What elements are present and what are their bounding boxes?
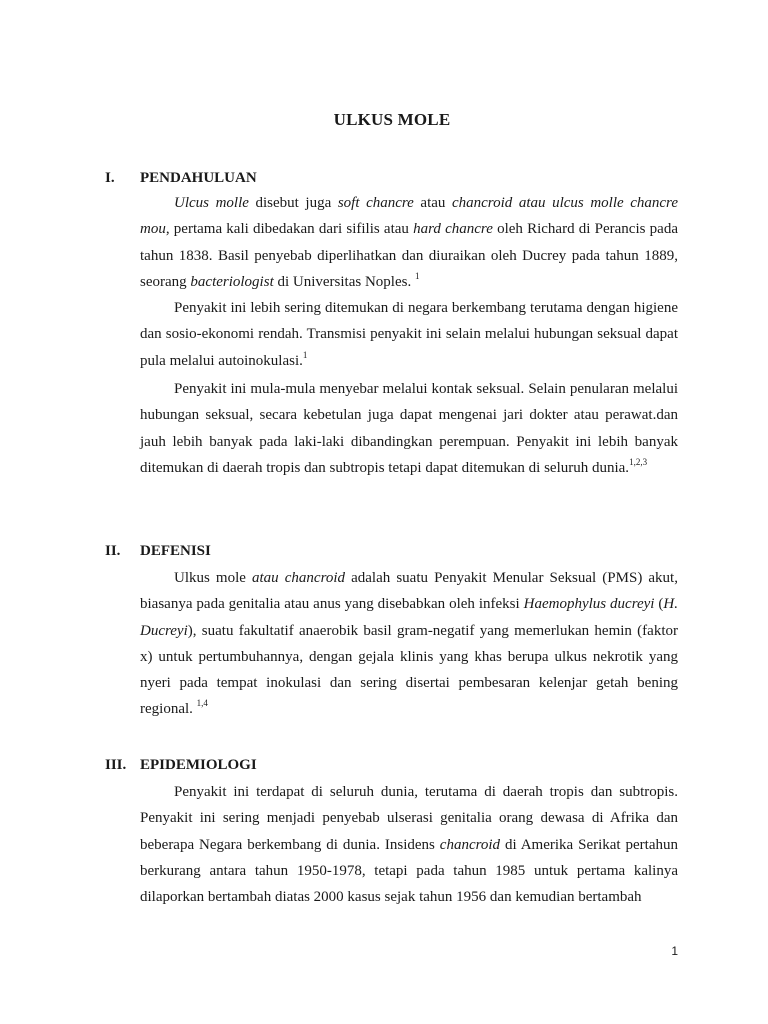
section-number: I.: [105, 170, 115, 186]
section-number: II.: [105, 543, 121, 559]
italic-term: atau chancroid: [252, 570, 346, 586]
section-title: DEFENISI: [140, 543, 211, 559]
citation-superscript: 1: [414, 270, 420, 281]
text-run: disebut juga: [248, 195, 338, 211]
section-title: PENDAHULUAN: [140, 170, 257, 186]
paragraph: [140, 565, 678, 723]
italic-term: Ulcus molle: [174, 195, 249, 211]
text-run: , pertama kali dibedakan dari sifilis atau: [165, 221, 414, 238]
italic-term: H. Ducreyi: [140, 596, 678, 639]
italic-term: hard chancre: [413, 221, 493, 238]
text-run: Penyakit ini mula-mula menyebar melalui kontak seksual. Selain penularan melalui hubungan seksual, secara kebetulan juga dapat mengenai jari dokter atau perawat.dan jauh lebih banyak pada laki-laki dibandingkan perempuan. Penyakit ini lebih banyak ditemukan di daerah tropis dan subtropis tetapi dapat ditemukan di seluruh dunia.: [140, 381, 678, 476]
section-title: EPIDEMIOLOGI: [140, 757, 257, 773]
paragraph: [140, 779, 678, 910]
text-run: adalah suatu Penyakit Menular Seksual (PMS) akut, biasanya pada genitalia atau anus yang disebabkan oleh infeksi: [140, 570, 678, 613]
citation-superscript: 1: [302, 349, 308, 360]
citation-superscript: 1,4: [196, 698, 208, 709]
text-run: Penyakit ini lebih sering ditemukan di negara berkembang terutama dengan higiene dan sosio-ekonomi rendah. Transmisi penyakit ini selain melalui hubungan seksual dapat pula melalui autoinokulasi.: [140, 300, 678, 369]
section-heading: [105, 757, 257, 774]
document-title: ULKUS MOLE: [333, 110, 451, 129]
text-run: (: [654, 596, 664, 613]
citation-superscript: 1,2,3: [629, 456, 648, 467]
text-run: di Universitas Noples.: [273, 273, 415, 290]
text-run: oleh Richard di Perancis pada tahun 1838. Basil penyebab diperlihatkan dan diuraikan oleh Ducrey pada tahun 1889, seorang: [140, 221, 678, 290]
page-number: 1: [671, 944, 678, 958]
text-run: Ulkus mole: [174, 570, 252, 586]
text-run: Penyakit ini terdapat di seluruh dunia, terutama di daerah tropis dan subtropis. Penyakit ini sering menjadi penyebab ulserasi genitalia orang dewasa di Afrika dan beberapa Negara berkembang di dunia. Insidens: [140, 784, 678, 853]
section-heading: [105, 543, 211, 560]
section-heading: [105, 170, 257, 187]
text-run: ), suatu fakultatif anaerobik basil gram-negatif yang memerlukan hemin (faktor x) untuk pertumbuhannya, dengan gejala klinis yang khas berupa ulkus nekrotik yang nyeri pada tempat inokulasi dan sering disertai pembesaran kelenjar getah bening regional.: [140, 622, 678, 718]
section-number: III.: [105, 757, 127, 773]
text-run: atau: [413, 195, 452, 211]
italic-term: bacteriologist: [190, 273, 274, 290]
text-run: di Amerika Serikat pertahun berkurang antara tahun 1950-1978, tetapi pada tahun 1985 untuk pertama kalinya dilaporkan bertambah diatas 2000 kasus sejak tahun 1956 dan kemudian bertambah: [140, 836, 678, 906]
italic-term: Haemophylus ducreyi: [523, 596, 655, 613]
paragraph: [140, 190, 678, 295]
paragraph: [140, 376, 678, 481]
paragraph: [140, 295, 678, 374]
italic-term: soft chancre: [337, 195, 414, 211]
italic-term: chancroid atau ulcus molle chancre mou: [140, 195, 678, 238]
italic-term: chancroid: [439, 836, 501, 853]
